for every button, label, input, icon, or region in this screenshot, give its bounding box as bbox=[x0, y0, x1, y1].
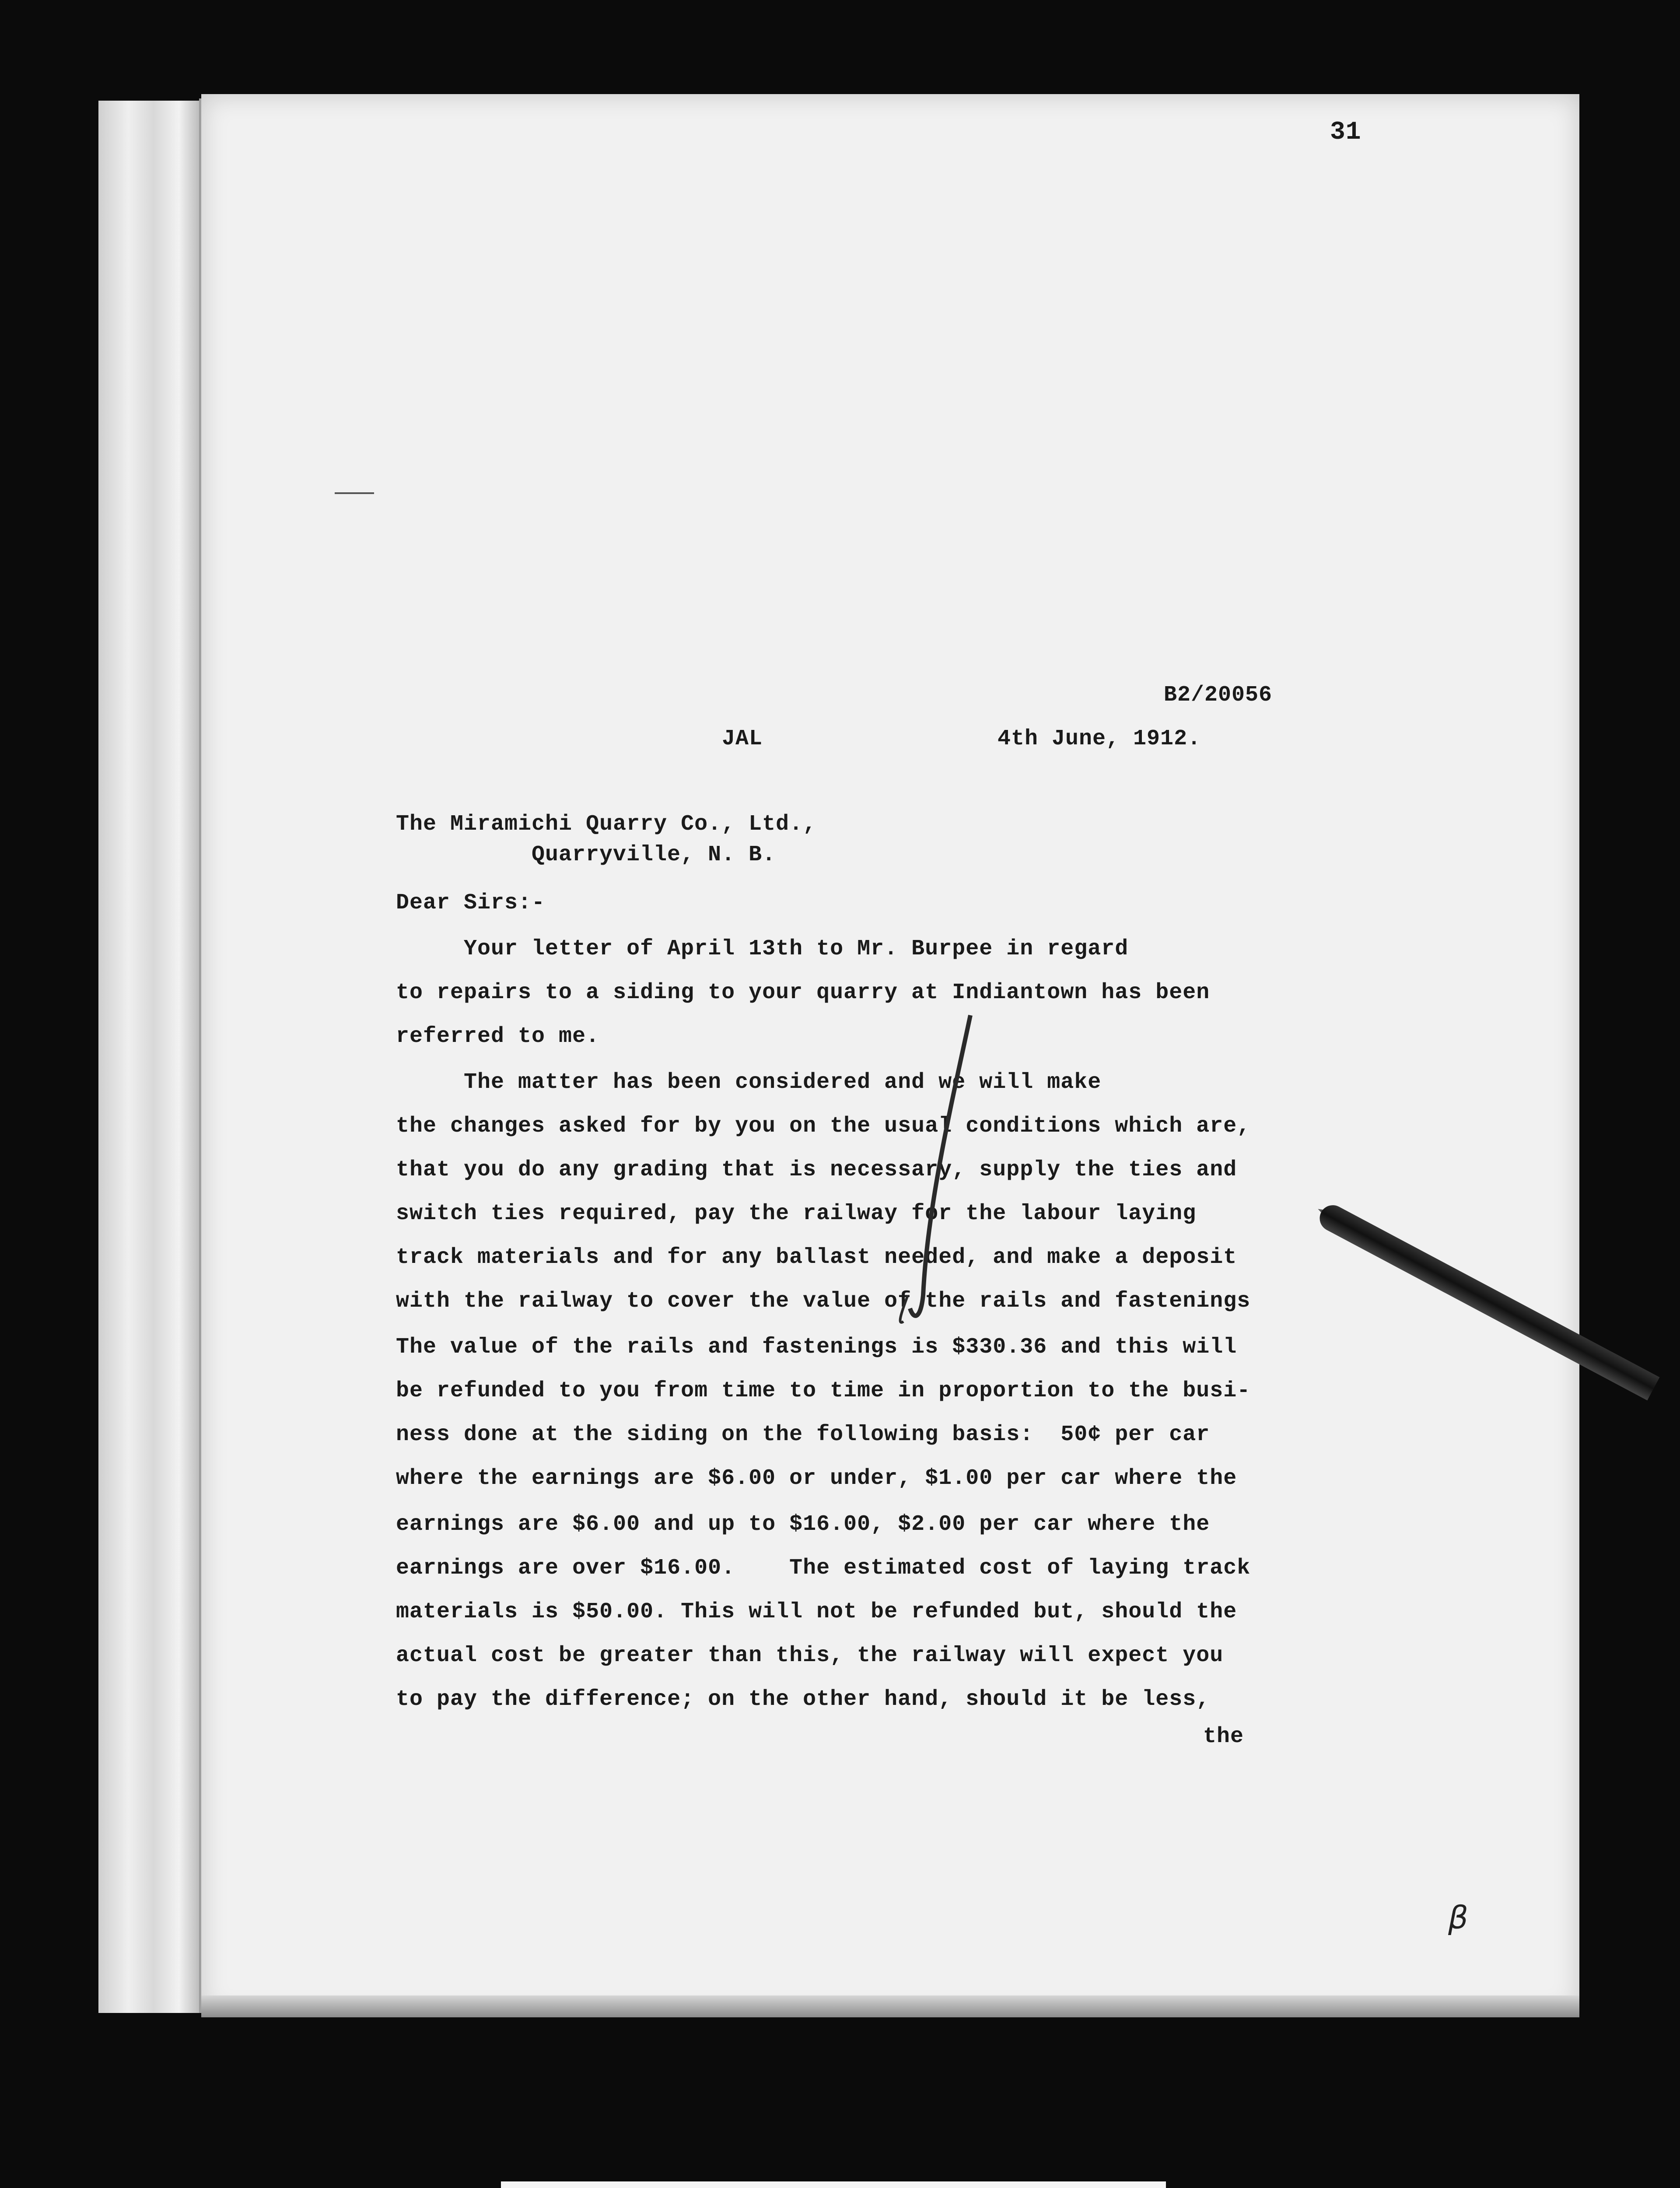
body-line: Your letter of April 13th to Mr. Burpee in regard bbox=[396, 936, 1129, 961]
body-line: be refunded to you from time to time in proportion to the busi- bbox=[396, 1378, 1251, 1403]
margin-initial: β bbox=[1448, 1899, 1468, 1936]
body-line: The value of the rails and fastenings is $330.36 and this will bbox=[396, 1335, 1237, 1360]
page-number: 31 bbox=[1330, 118, 1362, 147]
body-line: switch ties required, pay the railway for the labour laying bbox=[396, 1201, 1197, 1226]
body-line: to repairs to a siding to your quarry at Indiantown has been bbox=[396, 980, 1210, 1005]
margin-dash bbox=[335, 492, 374, 494]
body-line: materials is $50.00. This will not be refunded but, should the bbox=[396, 1599, 1237, 1624]
body-line: ness done at the siding on the following basis: 50¢ per car bbox=[396, 1422, 1210, 1447]
file-reference: B2/20056 bbox=[1164, 683, 1273, 708]
catchword: the bbox=[1203, 1724, 1244, 1749]
body-line: track materials and for any ballast needed, and make a deposit bbox=[396, 1245, 1237, 1270]
salutation: Dear Sirs:- bbox=[396, 891, 546, 915]
body-line: earnings are over $16.00. The estimated cost of laying track bbox=[396, 1556, 1251, 1581]
pencil-hook bbox=[900, 1295, 908, 1322]
addressee-line-1: The Miramichi Quarry Co., Ltd., bbox=[396, 812, 817, 837]
body-line: actual cost be greater than this, the railway will expect you bbox=[396, 1643, 1224, 1668]
addressee-line-2: Quarryville, N. B. bbox=[532, 842, 776, 867]
pencil-stroke bbox=[910, 1015, 970, 1316]
body-line: with the railway to cover the value of the rails and fastenings bbox=[396, 1289, 1251, 1314]
body-line: earnings are $6.00 and up to $16.00, $2.00 per car where the bbox=[396, 1512, 1210, 1537]
body-line: to pay the difference; on the other hand, should it be less, bbox=[396, 1687, 1210, 1712]
typist-initials: JAL bbox=[722, 726, 763, 751]
archive-description-label bbox=[501, 2181, 1166, 2188]
body-line: The matter has been considered and we will make bbox=[396, 1070, 1102, 1095]
body-line: referred to me. bbox=[396, 1024, 600, 1049]
body-line: where the earnings are $6.00 or under, $1.00 per car where the bbox=[396, 1466, 1237, 1491]
letter-date: 4th June, 1912. bbox=[998, 726, 1201, 751]
body-line: the changes asked for by you on the usual conditions which are, bbox=[396, 1114, 1251, 1139]
body-line: that you do any grading that is necessary, supply the ties and bbox=[396, 1157, 1237, 1182]
